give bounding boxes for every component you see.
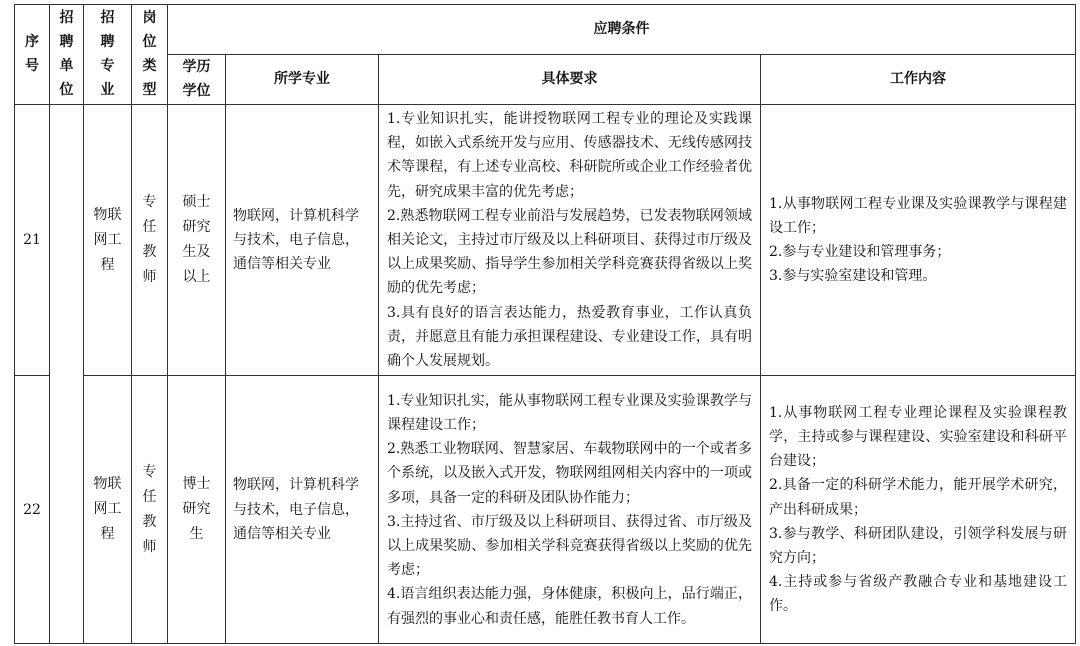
table-row (15, 376, 1076, 644)
header-major: 招聘专业 (84, 5, 132, 105)
row-major: 物联网工程 (84, 376, 132, 644)
row-requirements (379, 105, 761, 376)
requirement-item: 1.专业知识扎实，能讲授物联网工程专业的理论及实践课程，如嵌入式系统开发与应用、传感器技术、无线传感网技术等课程，有上述专业高校、科研院所或企业工作经验者优先，研究成果丰富的优先考虑； (387, 111, 752, 200)
row-position: 专任教师 (132, 376, 168, 644)
row-major: 物联网工程 (84, 105, 132, 376)
header-degree: 学历学位 (168, 55, 226, 105)
requirement-item: 2.熟悉物联网工程专业前沿与发展趋势，已发表物联网领域相关论文，主持过市厅级及以上科研项目、获得过市厅级及以上成果奖励、指导学生参加相关学科竞赛获得省级以上奖励的优先考虑； (387, 207, 752, 297)
header-field: 所学专业 (226, 55, 379, 105)
work-item: 1.从事物联网工程专业课及实验课教学与课程建设工作； (769, 195, 1067, 236)
work-item: 3.参与教学、科研团队建设，引领学科发展与研究方向； (769, 525, 1067, 567)
header-position-type: 岗位类型 (132, 5, 168, 105)
row-field: 物联网，计算机科学与技术，电子信息，通信等相关专业 (226, 105, 379, 376)
row-seq: 21 (15, 105, 50, 376)
header-unit: 招聘单位 (50, 5, 84, 105)
row-degree: 博士研究生 (168, 376, 226, 644)
header-work-content: 工作内容 (761, 55, 1076, 105)
row-field: 物联网，计算机科学与技术，电子信息，通信等相关专业 (226, 376, 379, 644)
header-row-1 (15, 5, 1076, 55)
work-item: 3.参与实验室建设和管理。 (769, 268, 937, 285)
table-row (15, 105, 1076, 376)
work-item: 2.参与专业建设和管理事务； (769, 244, 951, 261)
row-degree: 硕士研究生及以上 (168, 105, 226, 376)
requirement-item: 3.主持过省、市厅级及以上科研项目、获得过省、市厅级及以上成果奖励、参加相关学科竞赛获得省级以上奖励的优先考虑； (387, 513, 752, 579)
row-unit (50, 105, 84, 644)
requirement-item: 3.具有良好的语言表达能力，热爱教育事业，工作认真负责，并愿意且有能力承担课程建设、专业建设工作，具有明确个人发展规划。 (387, 304, 752, 370)
header-seq: 序号 (15, 5, 50, 105)
row-requirements (379, 376, 761, 644)
row-work (761, 376, 1076, 644)
work-item: 4.主持或参与省级产教融合专业和基地建设工作。 (769, 574, 1067, 615)
requirement-item: 1.专业知识扎实，能从事物联网工程专业课及实验课教学与课程建设工作； (387, 392, 752, 433)
requirement-item: 4.语言组织表达能力强，身体健康，积极向上，品行端正，有强烈的事业心和责任感，能胜任教书育人工作。 (387, 586, 752, 627)
work-item: 1.从事物联网工程专业理论课程及实验课程教学，主持或参与课程建设、实验室建设和科研平台建设； (769, 404, 1067, 470)
row-position: 专任教师 (132, 105, 168, 376)
header-row-2 (15, 55, 1076, 105)
row-work (761, 105, 1076, 376)
requirement-item: 2.熟悉工业物联网、智慧家居、车载物联网中的一个或者多个系统，以及嵌入式开发，物联网组网相关内容中的一项或多项，具备一定的科研及团队协作能力； (387, 441, 752, 506)
header-conditions: 应聘条件 (168, 5, 1076, 55)
row-seq: 22 (15, 376, 50, 644)
header-requirements: 具体要求 (379, 55, 761, 105)
work-item: 2.具备一定的科研学术能力，能开展学术研究，产出科研成果； (769, 477, 1067, 518)
recruitment-table (14, 4, 1076, 644)
